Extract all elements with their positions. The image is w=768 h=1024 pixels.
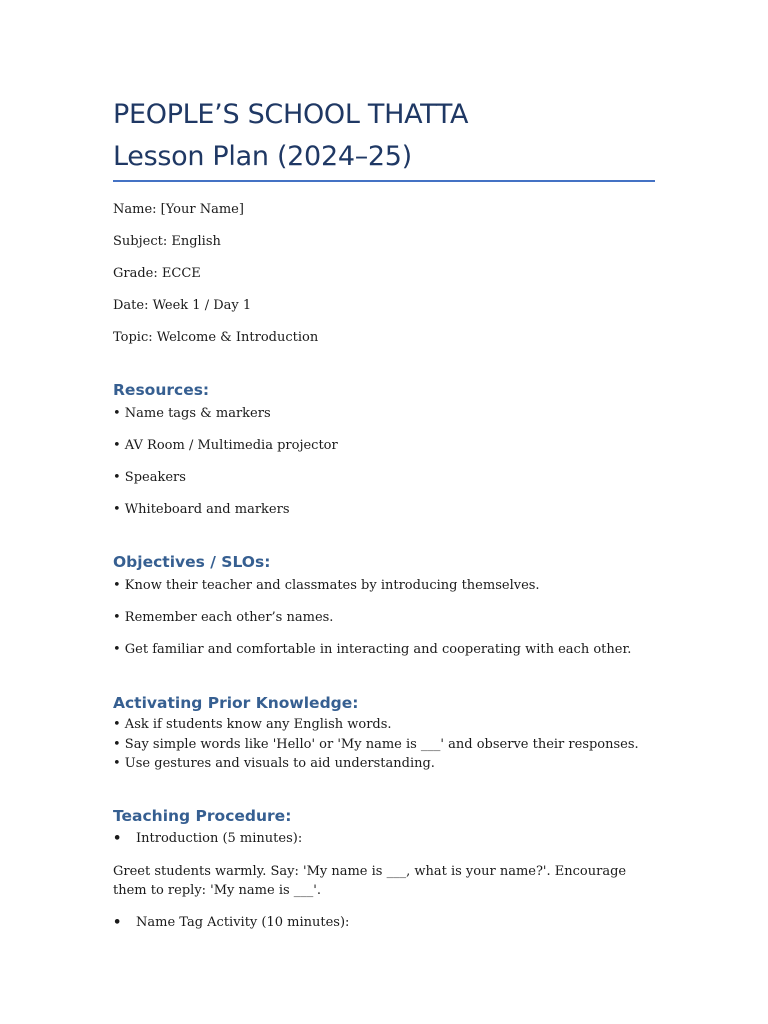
prior-knowledge-item: • Use gestures and visuals to aid understanding. (113, 756, 435, 771)
prior-knowledge-item: • Ask if students know any English words. (113, 717, 392, 732)
objectives-heading: Objectives / SLOs: (113, 553, 271, 571)
resource-item: • AV Room / Multimedia projector (113, 438, 338, 453)
objective-item: • Get familiar and comfortable in interacting and cooperating with each other. (113, 642, 632, 657)
name-field: Name: [Your Name] (113, 202, 244, 217)
topic-field: Topic: Welcome & Introduction (113, 330, 319, 345)
lesson-plan-title: Lesson Plan (2024–25) (113, 141, 412, 172)
procedure-step-description: Greet students warmly. Say: 'My name is ___, what is your name?'. Encourage them to reply: 'My name is ___'. (113, 864, 627, 898)
document-page (113, 0, 655, 1024)
prior-knowledge-heading: Activating Prior Knowledge: (113, 694, 359, 712)
subject-field: Subject: English (113, 234, 221, 249)
resource-item: • Speakers (113, 470, 186, 485)
grade-field: Grade: ECCE (113, 266, 201, 281)
objective-item: • Know their teacher and classmates by introducing themselves. (113, 578, 540, 593)
title-divider (113, 180, 655, 182)
procedure-step-name-tag: Name Tag Activity (10 minutes): (136, 915, 350, 930)
teaching-procedure-heading: Teaching Procedure: (113, 807, 292, 825)
bullet-icon: • (113, 831, 122, 846)
resource-item: • Name tags & markers (113, 406, 271, 421)
school-name: PEOPLE’S SCHOOL THATTA (113, 99, 469, 130)
resources-heading: Resources: (113, 381, 210, 399)
prior-knowledge-item: • Say simple words like 'Hello' or 'My name is ___' and observe their responses. (113, 737, 639, 752)
resource-item: • Whiteboard and markers (113, 502, 290, 517)
document-title (113, 94, 673, 178)
procedure-step-introduction: Introduction (5 minutes): (136, 831, 303, 846)
bullet-icon: • (113, 915, 122, 930)
date-field: Date: Week 1 / Day 1 (113, 298, 252, 313)
objective-item: • Remember each other’s names. (113, 610, 334, 625)
